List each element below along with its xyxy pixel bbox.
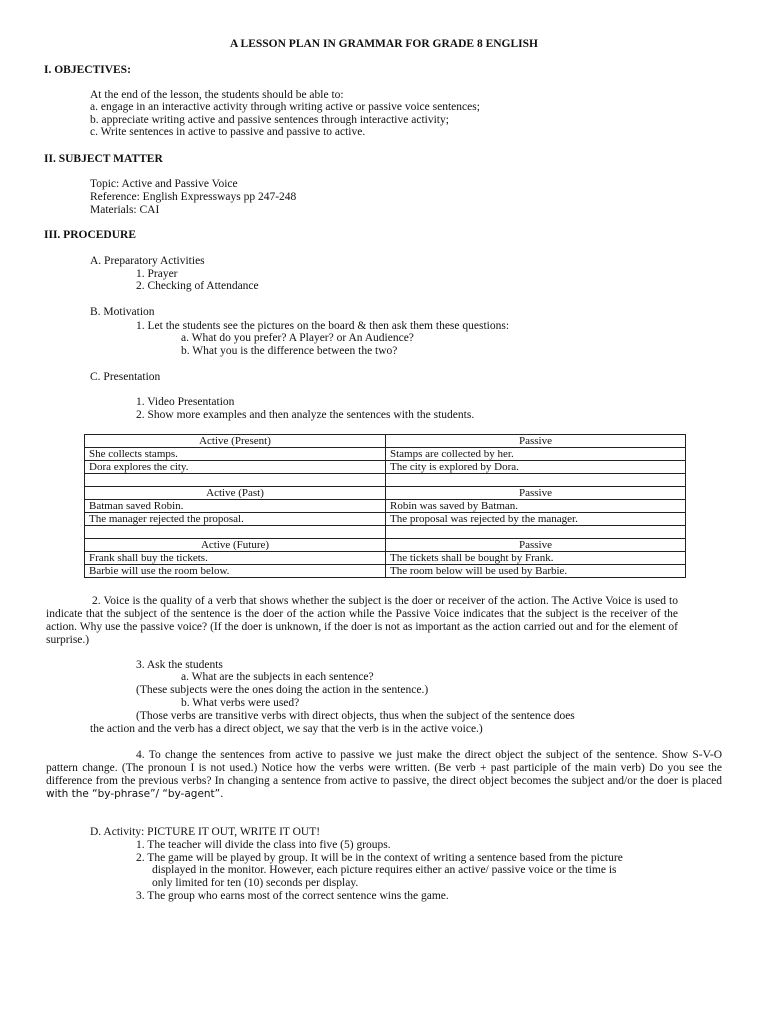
table-row [85,552,686,565]
preparatory-item: 2. Checking of Attendance [136,280,259,292]
table-cell: Dora explores the city. [85,461,386,474]
table-cell: Passive [386,435,686,448]
activity-item: 3. The group who earns most of the correct sentence wins the game. [136,890,449,902]
voice-paragraph [46,595,678,647]
document-title: A LESSON PLAN IN GRAMMAR FOR GRADE 8 ENGLISH [230,38,538,50]
preparatory-item: 1. Prayer [136,268,178,280]
table-row [85,565,686,578]
table-header-row [85,487,686,500]
table-row [85,500,686,513]
table-row [85,448,686,461]
table-cell: She collects stamps. [85,448,386,461]
table-cell: Passive [386,539,686,552]
table-cell: Stamps are collected by her. [386,448,686,461]
activity-item: 1. The teacher will divide the class into five (5) groups. [136,839,391,851]
table-cell: Passive [386,487,686,500]
table-cell [386,474,686,487]
preparatory-heading: A. Preparatory Activities [90,255,205,267]
ask-question: b. What verbs were used? [181,697,300,709]
table-cell [85,474,386,487]
reference-line: Reference: English Expressways pp 247-248 [90,191,297,203]
table-cell: The tickets shall be bought by Frank. [386,552,686,565]
change-paragraph-text: 4. To change the sentences from active to passive we just make the direct object the subject of the sentence. Show S-V-O pattern change. (The pronoun I is not used.) Notice how the verbs were written. (Be verb + past participle of the main verb) Do you see the difference from the previous verbs? In changing a sentence from active to passive, the direct object becomes the subject and/or the doer is placed [46,749,722,787]
ask-answer: (These subjects were the ones doing the action in the sentence.) [136,684,429,696]
presentation-item: 2. Show more examples and then analyze the sentences with the students. [136,409,475,421]
presentation-heading: C. Presentation [90,371,161,383]
change-paragraph [46,749,722,801]
table-cell [386,526,686,539]
table-cell: The city is explored by Dora. [386,461,686,474]
table-cell: Frank shall buy the tickets. [85,552,386,565]
table-cell [85,526,386,539]
table-header-row [85,539,686,552]
activity-item: displayed in the monitor. However, each picture requires either an active/ passive voice or the time is [152,864,617,876]
materials-line: Materials: CAI [90,204,160,216]
activity-item: only limited for ten (10) seconds per display. [152,877,359,889]
table-cell: Robin was saved by Batman. [386,500,686,513]
presentation-item: 1. Video Presentation [136,396,235,408]
objective-item: a. engage in an interactive activity through writing active or passive voice sentences; [90,101,480,113]
motivation-question: b. What you is the difference between the two? [181,345,398,357]
ask-answer: the action and the verb has a direct object, we say that the verb is in the active voice.) [90,723,483,735]
voice-paragraph-text: 2. Voice is the quality of a verb that shows whether the subject is the doer or receiver of the action. The Active Voice is used to indicate that the subject of the sentence is the doer of the action while the Passive Voice indicates that the subject is the receiver of the action. Why use the passive voice? (If the doer is unknown, if the doer is not as important as the action carried out and for the element of surprise.) [46,595,678,646]
motivation-heading: B. Motivation [90,306,155,318]
table-header-row [85,435,686,448]
table-cell: The manager rejected the proposal. [85,513,386,526]
table-cell: Active (Past) [85,487,386,500]
motivation-question: a. What do you prefer? A Player? or An Audience? [181,332,414,344]
subject-matter-heading: II. SUBJECT MATTER [44,153,163,165]
objective-item: c. Write sentences in active to passive and passive to active. [90,126,366,138]
table-cell: Barbie will use the room below. [85,565,386,578]
table-row-empty [85,474,686,487]
topic-line: Topic: Active and Passive Voice [90,178,238,190]
ask-answer: (Those verbs are transitive verbs with direct objects, thus when the subject of the sentence does [136,710,575,722]
table-row [85,461,686,474]
objective-item: b. appreciate writing active and passive sentences through interactive activity; [90,114,449,126]
procedure-heading: III. PROCEDURE [44,229,137,241]
change-paragraph-tail: with the “by-phrase”/ “by-agent”. [46,788,224,800]
ask-question: a. What are the subjects in each sentence? [181,671,374,683]
motivation-item: 1. Let the students see the pictures on the board & then ask them these questions: [136,320,510,332]
table-row-empty [85,526,686,539]
objectives-heading: I. OBJECTIVES: [44,64,131,76]
table-row [85,513,686,526]
table-cell: Active (Future) [85,539,386,552]
active-passive-table [84,434,686,578]
activity-heading: D. Activity: PICTURE IT OUT, WRITE IT OUT! [90,826,321,838]
objectives-intro: At the end of the lesson, the students should be able to: [90,89,344,101]
table-cell: Batman saved Robin. [85,500,386,513]
table-cell: The proposal was rejected by the manager. [386,513,686,526]
ask-item: 3. Ask the students [136,659,223,671]
table-cell: The room below will be used by Barbie. [386,565,686,578]
table-cell: Active (Present) [85,435,386,448]
activity-item: 2. The game will be played by group. It will be in the context of writing a sentence based from the picture [136,852,623,864]
